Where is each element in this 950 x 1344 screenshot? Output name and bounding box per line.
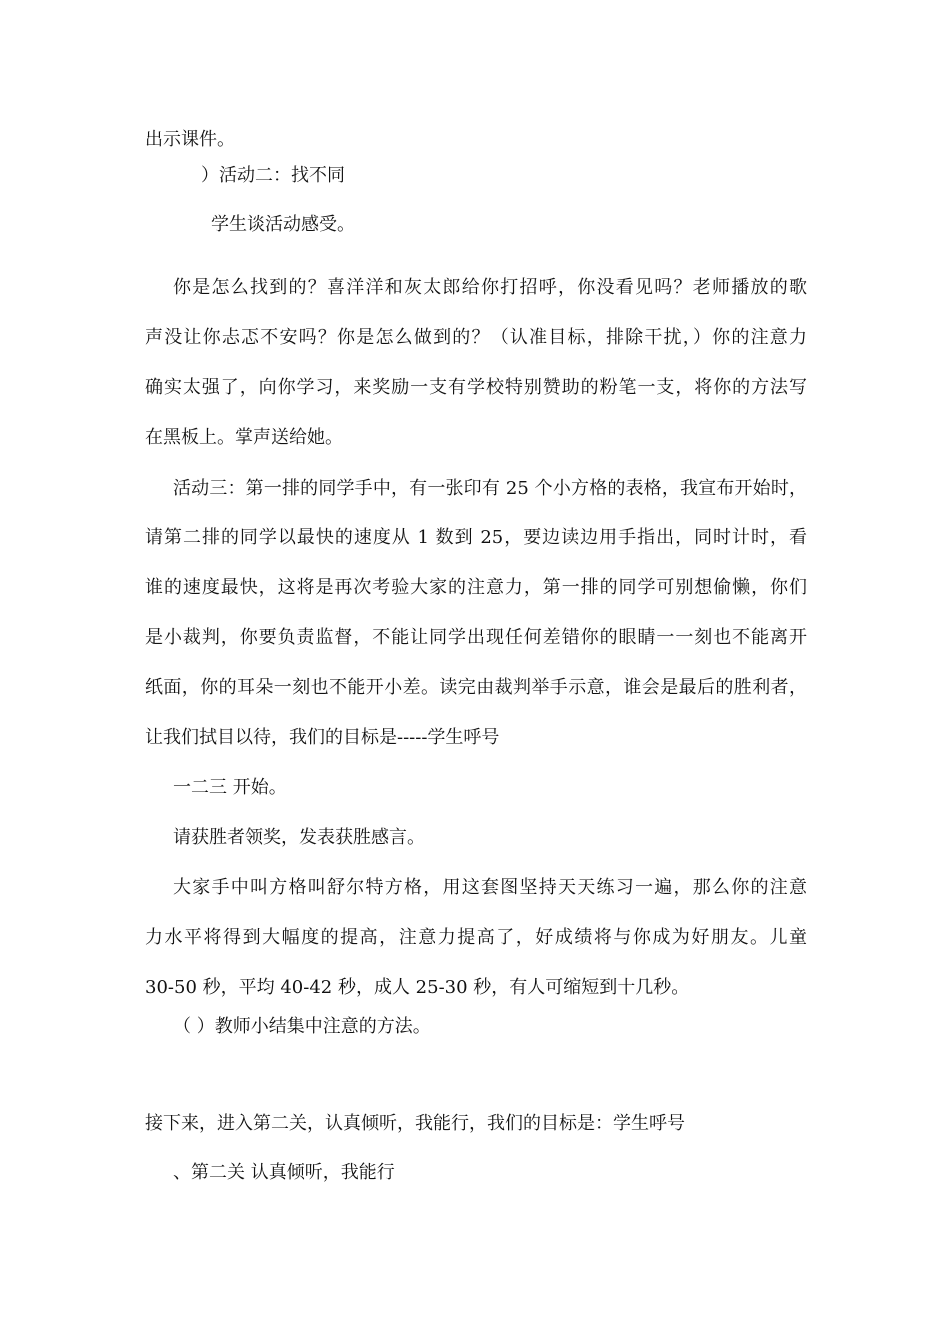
paragraph-line: 让我们拭目以待，我们的目标是-----学生呼号 — [145, 727, 500, 748]
paragraph-line: 确实太强了，向你学习，来奖励一支有学校特别赞助的粉笔一支，将你的方法写 — [145, 377, 807, 398]
text-line: 学生谈活动感受。 — [211, 214, 355, 235]
text-line: 一二三 开始。 — [173, 777, 287, 798]
activity-heading: ）活动二：找不同 — [201, 165, 345, 186]
text-line: （ ）教师小结集中注意的方法。 — [173, 1016, 431, 1037]
text-line: 请获胜者领奖，发表获胜感言。 — [173, 827, 425, 848]
text-line: 出示课件。 — [145, 129, 235, 150]
paragraph-line: 大家手中叫方格叫舒尔特方格，用这套图坚持天天练习一遍，那么你的注意 — [173, 877, 807, 898]
text-line: 接下来，进入第二关，认真倾听，我能行，我们的目标是：学生呼号 — [145, 1113, 685, 1134]
paragraph-line: 声没让你忐忑不安吗？你是怎么做到的？（认准目标，排除干扰，）你的注意力 — [145, 327, 807, 348]
paragraph-line: 力水平将得到大幅度的提高，注意力提高了，好成绩将与你成为好朋友。儿童 — [145, 927, 807, 948]
paragraph-line: 纸面，你的耳朵一刻也不能开小差。读完由裁判举手示意，谁会是最后的胜利者， — [145, 677, 807, 698]
paragraph-line: 你是怎么找到的？喜洋洋和灰太郎给你打招呼，你没看见吗？老师播放的歌 — [173, 277, 807, 298]
paragraph-line: 谁的速度最快，这将是再次考验大家的注意力，第一排的同学可别想偷懒，你们 — [145, 577, 807, 598]
paragraph-line: 请第二排的同学以最快的速度从 1 数到 25，要边读边用手指出，同时计时，看 — [145, 527, 807, 548]
section-heading: 、第二关 认真倾听，我能行 — [173, 1162, 395, 1183]
paragraph-line: 活动三：第一排的同学手中，有一张印有 25 个小方格的表格，我宣布开始时， — [173, 478, 807, 499]
paragraph-line: 是小裁判，你要负责监督，不能让同学出现任何差错你的眼睛一一刻也不能离开 — [145, 627, 807, 648]
paragraph-line: 在黑板上。掌声送给她。 — [145, 427, 343, 448]
paragraph-line: 30-50 秒，平均 40-42 秒，成人 25-30 秒，有人可缩短到十几秒。 — [145, 977, 690, 998]
